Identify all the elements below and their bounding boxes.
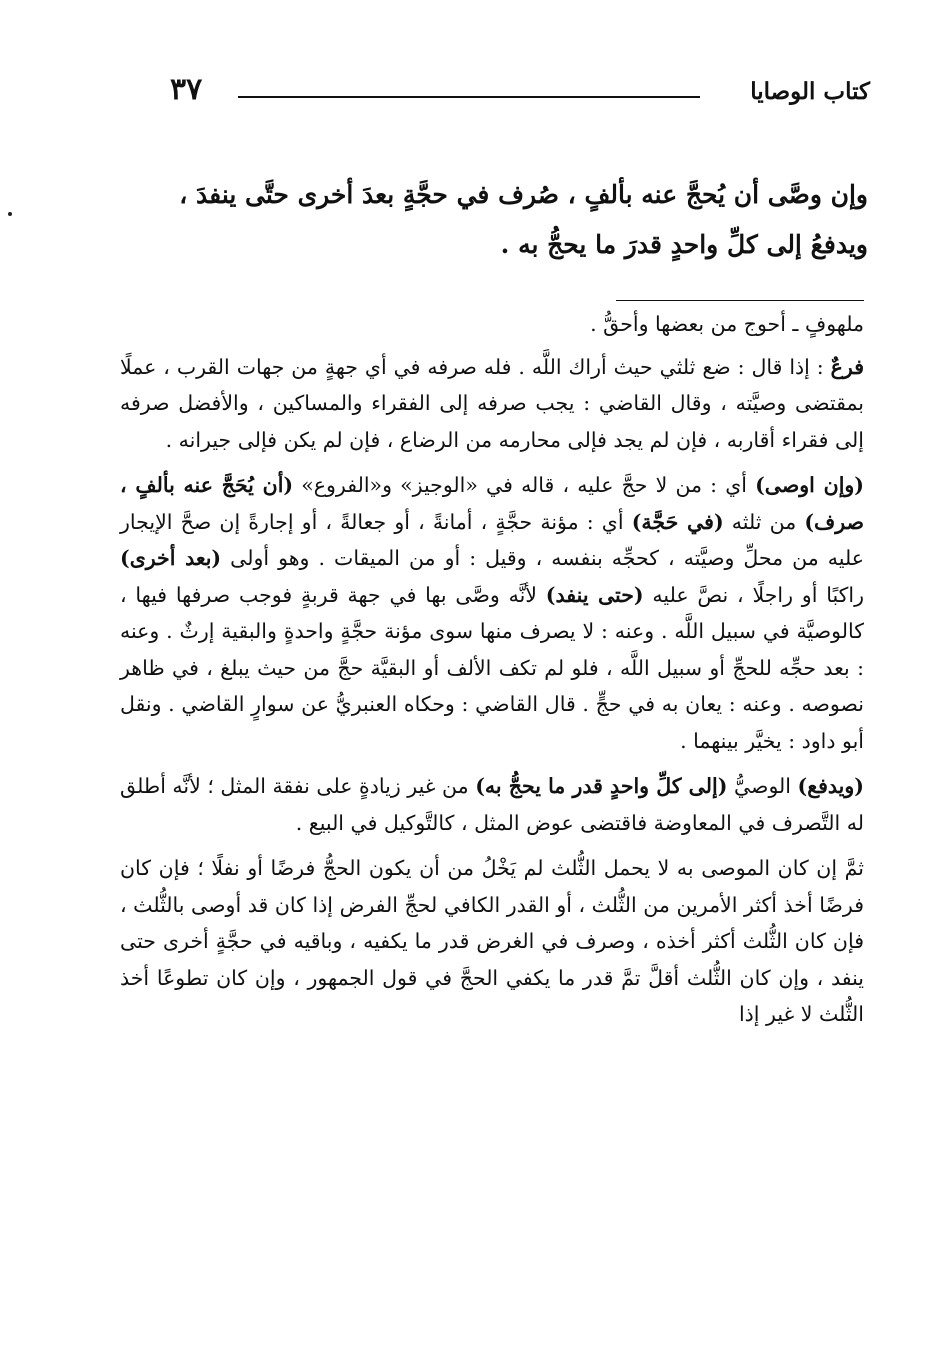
page-number: ٣٧ — [170, 72, 203, 107]
main-text-line: ويدفعُ إلى كلِّ واحدٍ قدرَ ما يحجُّ به . — [500, 230, 868, 259]
quoted-text: (وإن اوصى) — [755, 473, 864, 497]
commentary-text: من ثلثه — [723, 509, 805, 534]
commentary-text: راكبًا أو راجلًا ، نصَّ عليه — [643, 582, 864, 607]
quoted-text: (أن يُحَجَّ عنه بألفٍ ، صرف) — [120, 473, 864, 534]
commentary-text: أي : من لا حجَّ عليه ، قاله في «الوجيز» و«الفروع» — [293, 473, 756, 497]
main-text-line: وإن وصَّى أن يُحجَّ عنه بألفٍ ، صُرف في حجَّةٍ بعدَ أخرى حتَّى ينفدَ ، — [179, 180, 868, 209]
commentary — [120, 306, 864, 1042]
page-header — [150, 70, 870, 120]
book-title: كتاب الوصايا — [750, 78, 870, 105]
quoted-text: (في حَجَّة) — [631, 509, 724, 534]
commentary-text: : إذا قال : ضع ثلثي حيث أراك اللَّه . فله صرفه في أي جهةٍ من جهات القرب ، عملًا بمقتضى وصيَّته ، وقال القاضي : يجب صرفه إلى الفقراء والمساكين ، والأفضل صرفه إلى فقراء أقاربه ، فإن لم يجد فإلى محارمه من الرضاع ، فإن لم يكن فإلى جيرانه . — [120, 354, 864, 452]
commentary-paragraph — [120, 768, 864, 841]
commentary-text: الوصيُّ — [727, 774, 798, 798]
commentary-paragraph: ثمَّ إن كان الموصى به لا يحمل الثُّلث لم يَخْلُ من أن يكون الحجُّ فرضًا أو نفلًا ؛ فإن كان فرضًا أخذ أكثر الأمرين من الثُّلث ، أو القدر الكافي لحجِّ الفرض إذا كان قد أوصى بالثُّلث ، فإن كان الثُّلث أكثر أخذه ، وصرف في الغرض قدر ما يكفيه ، وباقيه في حجَّةٍ أخرى حتى ينفد ، وإن كان الثُّلث أقلَّ تمَّ قدر ما يكفي الحجَّ في قول الجمهور ، وإن كان تطوعًا أخذ الثُّلث لا غير إذا — [120, 856, 864, 1026]
header-rule — [238, 96, 700, 98]
quoted-text: (ويدفع) — [797, 774, 864, 798]
main-text — [120, 170, 868, 270]
text-divider — [616, 300, 864, 301]
commentary-paragraph: ملهوفٍ ـ أحوج من بعضها وأحقُّ . — [590, 312, 864, 336]
commentary-paragraph — [120, 467, 864, 759]
quoted-text: (حتى ينفد) — [545, 582, 644, 607]
commentary-paragraph — [120, 349, 864, 459]
section-lead: فرعٌ — [830, 354, 864, 379]
margin-dot — [8, 212, 12, 216]
quoted-text: (إلى كلِّ واحدٍ قدر ما يحجُّ به) — [475, 774, 728, 798]
quoted-text: (بعد أخرى) — [120, 546, 222, 570]
commentary-text: من غير زيادةٍ على نفقة المثل ؛ لأنَّه أطلق له التَّصرف في المعاوضة فاقتضى عوض المثل ، كالتَّوكيل في البيع . — [120, 774, 864, 835]
commentary-text: لأنَّه وصَّى بها في جهة قربةٍ فوجب صرفها فيها ، كالوصيَّة في سبيل اللَّه . وعنه : لا يصرف منها سوى مؤنة حجَّةٍ واحدةٍ والبقية إرثٌ . وعنه : بعد حجِّه للحجِّ أو سبيل اللَّه ، فلو لم تكف الألف أو البقيَّة حجَّ من حيث يبلغ ، في ظاهر نصوصه . وعنه : يعان به في حجٍّ . قال القاضي : وحكاه العنبريُّ عن سوارٍ القاضي . ونقل أبو داود : يخيَّر بينهما . — [120, 582, 864, 753]
commentary-text: أي : مؤنة حجَّةٍ ، أمانةً ، أو جعالةً ، أو إجارةً إن صحَّ الإيجار عليه من محلِّ وصيَّته ، كحجِّه بنفسه ، وقيل : أو من الميقات . وهو أولى — [120, 509, 864, 570]
